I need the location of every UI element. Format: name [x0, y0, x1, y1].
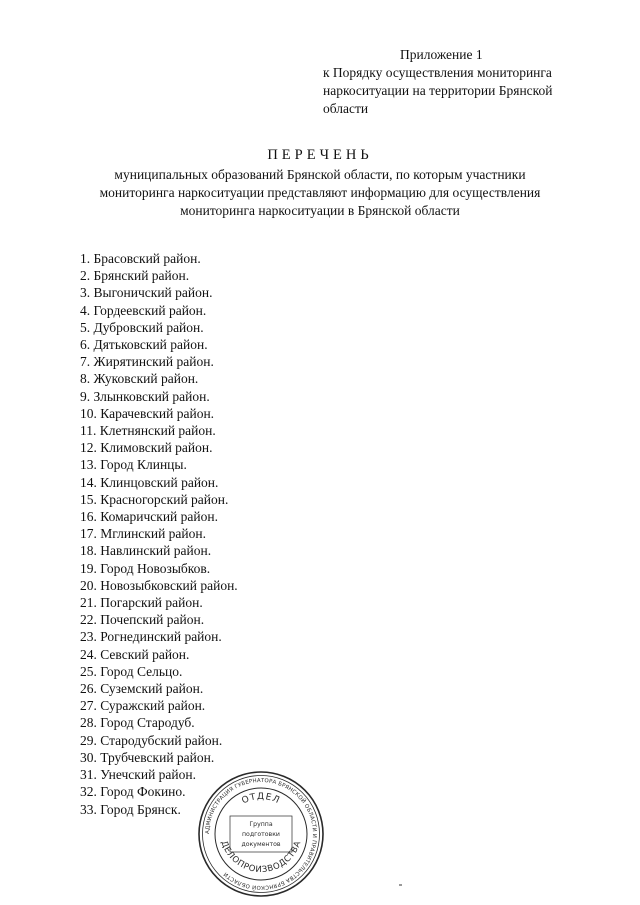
list-item: 27. Суражский район. — [80, 698, 206, 714]
document-subtitle — [60, 166, 580, 220]
list-item: 4. Гордеевский район. — [80, 302, 207, 318]
list-item: 5. Дубровский район. — [80, 319, 204, 335]
stamp-top-text: ОТДЕЛ — [240, 791, 282, 807]
list-item: 13. Город Клинцы. — [80, 457, 187, 473]
scan-speck — [399, 884, 402, 886]
list-item: 30. Трубчевский район. — [80, 749, 215, 765]
stamp-center-line-2: подготовки — [242, 831, 280, 838]
list-item: 32. Город Фокино. — [80, 784, 186, 800]
list-item: 11. Клетнянский район. — [80, 423, 216, 439]
list-item: 16. Комаричский район. — [80, 509, 218, 525]
subtitle-line-1: муниципальных образований Брянской области, по которым участники — [114, 167, 526, 182]
list-item: 19. Город Новозыбков. — [80, 560, 211, 576]
stamp-outer-text: АДМИНИСТРАЦИЯ ГУБЕРНАТОРА БРЯНСКОЙ ОБЛАСТИ И ПРАВИТЕЛЬСТВА БРЯНСКОЙ ОБЛАСТИ — [204, 777, 318, 891]
stamp-bottom-text: ДЕЛОПРОИЗВОДСТВА — [218, 839, 304, 876]
list-item: 33. Город Брянск. — [80, 801, 181, 817]
stamp-center-line-1: Группа — [249, 821, 273, 828]
list-item: 26. Суземский район. — [80, 681, 204, 697]
list-item: 29. Стародубский район. — [80, 732, 223, 748]
appendix-line-3: наркоситуации на территории Брянской — [323, 83, 553, 98]
list-item: 9. Злынковский район. — [80, 388, 210, 404]
appendix-line-1: Приложение 1 — [400, 47, 483, 62]
list-item: 17. Мглинский район. — [80, 526, 206, 542]
list-item: 10. Карачевский район. — [80, 405, 215, 421]
list-item: 12. Климовский район. — [80, 440, 213, 456]
subtitle-line-2: мониторинга наркоситуации представляют информацию для осуществления — [99, 185, 541, 200]
appendix-line-4: области — [323, 101, 369, 116]
list-item: 23. Рогнединский район. — [80, 629, 222, 645]
list-item: 14. Клинцовский район. — [80, 474, 219, 490]
list-item: 15. Красногорский район. — [80, 491, 229, 507]
list-item: 18. Навлинский район. — [80, 543, 212, 559]
list-item: 8. Жуковский район. — [80, 371, 199, 387]
list-item: 21. Погарский район. — [80, 595, 203, 611]
list-item: 1. Брасовский район. — [80, 251, 201, 266]
district-list — [80, 250, 238, 818]
list-item: 31. Унечский район. — [80, 767, 196, 783]
list-item: 28. Город Стародуб. — [80, 715, 195, 731]
stamp-center-line-3: документов — [241, 841, 281, 848]
list-item: 22. Почепский район. — [80, 612, 205, 628]
list-item: 6. Дятьковский район. — [80, 337, 208, 353]
list-item: 24. Севский район. — [80, 646, 190, 662]
list-item: 7. Жирятинский район. — [80, 354, 214, 370]
appendix-header — [323, 46, 623, 118]
list-item: 3. Выгоничский район. — [80, 285, 213, 301]
document-title: ПЕРЕЧЕНЬ — [267, 147, 373, 163]
list-item: 20. Новозыбковский район. — [80, 577, 238, 593]
official-stamp — [196, 769, 326, 899]
subtitle-line-3: мониторинга наркоситуации в Брянской области — [180, 203, 460, 218]
list-item: 2. Брянский район. — [80, 268, 190, 284]
appendix-line-2: к Порядку осуществления мониторинга — [323, 65, 552, 80]
list-item: 25. Город Сельцо. — [80, 663, 183, 679]
svg-text:ОТДЕЛ — [240, 792, 281, 806]
